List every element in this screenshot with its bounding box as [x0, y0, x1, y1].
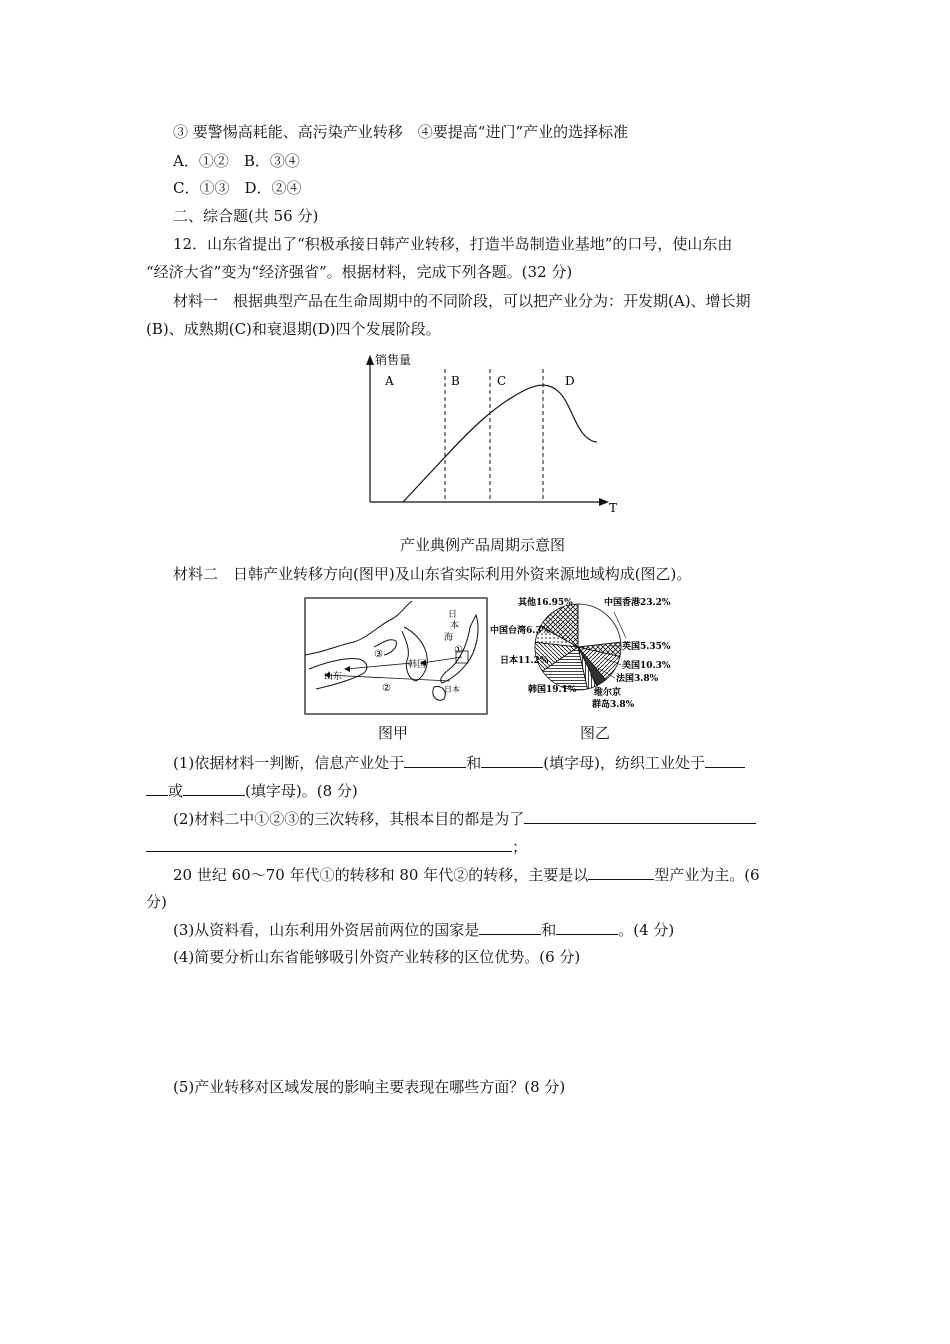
- map-jia: [304, 597, 488, 715]
- sub1-text-b: 和: [466, 754, 482, 772]
- blank-industry-type[interactable]: [588, 865, 654, 880]
- q12-intro-line2: “经济大省”变为“经济强省”。根据材料，完成下列各题。(32 分): [146, 263, 573, 281]
- map-jia-caption: 图甲: [378, 724, 409, 742]
- stage-label-c: C: [497, 374, 507, 388]
- blank-info-1[interactable]: [404, 753, 466, 768]
- sub-question-5: (5)产业转移对区域发展的影响主要表现在哪些方面？(8 分): [173, 1078, 566, 1096]
- sub-question-2-line3: [173, 864, 760, 886]
- map-label-japan-1: 日: [448, 610, 458, 620]
- map-label-route3: ③: [374, 649, 383, 660]
- y-axis-label: 销售量: [375, 353, 412, 367]
- sub-question-4: (4)简要分析山东省能够吸引外资产业转移的区位优势。(6 分): [173, 948, 581, 966]
- stage-label-d: D: [565, 374, 575, 388]
- sub2-text-b: ；: [512, 838, 528, 856]
- pie-label-kr: 韩国19.1%: [528, 685, 577, 695]
- y-axis-arrow: [366, 355, 374, 365]
- blank-textile-1[interactable]: [705, 753, 745, 768]
- material1-line1: 材料一 根据典型产品在生命周期中的不同阶段，可以把产业分为：开发期(A)、增长期: [173, 292, 751, 310]
- lifecycle-chart: [345, 345, 630, 520]
- blank-textile-2[interactable]: [183, 781, 245, 796]
- sub2-text-e: 分): [146, 893, 167, 911]
- sub-question-1-line2: [146, 780, 358, 802]
- pie-chart-yi: [488, 592, 708, 714]
- pie-label-bvi-1: 维尔京: [594, 688, 622, 698]
- pie-label-bvi-2: 群岛3.8%: [592, 700, 635, 710]
- answer-row-1: A．①② B．③④: [173, 152, 300, 170]
- pie-slice-hk: [578, 604, 621, 647]
- answer-area-5[interactable]: [173, 1102, 803, 1252]
- sub2-text-d: 型产业为主。(6: [654, 866, 760, 884]
- pie-label-fr: 法国3.8%: [616, 674, 659, 684]
- map-label-japan-land: 日本: [444, 685, 460, 694]
- sub3-text-b: 和: [541, 921, 557, 939]
- lifecycle-chart-title: 产业典例产品周期示意图: [400, 536, 566, 554]
- blank-country-1[interactable]: [479, 920, 541, 935]
- sub3-text-a: (3)从资料看，山东利用外资居前两位的国家是: [173, 921, 480, 939]
- map-label-route1: ①: [454, 645, 463, 656]
- option-line-34: ③ 要警惕高耗能、高污染产业转移 ④要提高“进门”产业的选择标准: [173, 123, 629, 141]
- map-label-route2: ②: [382, 683, 391, 694]
- sub1-text-d: 或: [168, 782, 184, 800]
- pie-chart-caption: 图乙: [580, 724, 611, 742]
- sub1-text-a: (1)依据材料一判断，信息产业处于: [173, 754, 405, 772]
- sub2-text-a: (2)材料二中①②③的三次转移，其根本目的都是为了: [173, 810, 525, 828]
- pie-label-jp: 日本11.2%: [500, 656, 549, 666]
- blank-country-2[interactable]: [556, 920, 618, 935]
- section-title: 二、综合题(共 56 分): [173, 207, 319, 225]
- stage-label-a: A: [385, 374, 394, 388]
- sub2-text-c: 20 世纪 60～70 年代①的转移和 80 年代②的转移，主要是以: [173, 866, 589, 884]
- sub-question-1-line1: [173, 752, 745, 774]
- sub-question-3-line: [173, 919, 674, 941]
- sub-question-2-line2: [146, 836, 527, 858]
- sub3-text-c: 。(4 分): [618, 921, 675, 939]
- sub1-text-c: (填字母)，纺织工业处于: [543, 754, 705, 772]
- pie-label-other: 其他16.95%: [518, 598, 573, 608]
- sub1-text-e: (填字母)。(8 分): [245, 782, 358, 800]
- sub-question-2-line1: [173, 808, 756, 830]
- blank-purpose-2[interactable]: [146, 837, 512, 852]
- map-label-japan-3: 海: [444, 633, 454, 643]
- pie-label-us: 美国10.3%: [622, 661, 671, 671]
- answer-row-2: C．①③ D．②④: [173, 179, 302, 197]
- pie-label-uk: 英国5.35%: [622, 642, 671, 652]
- material1-line2: (B)、成熟期(C)和衰退期(D)四个发展阶段。: [146, 320, 441, 338]
- map-label-japan-2: 本: [450, 621, 460, 631]
- pie-label-tw: 中国台湾6.3%: [490, 626, 551, 636]
- pie-label-hk: 中国香港23.2%: [604, 598, 671, 608]
- blank-purpose-1[interactable]: [524, 809, 756, 824]
- x-axis-label: T: [609, 501, 618, 515]
- lifecycle-curve: [403, 385, 597, 502]
- q12-intro-line1: 12．山东省提出了“积极承接日韩产业转移，打造半岛制造业基地”的口号，使山东由: [173, 235, 733, 253]
- answer-area-4[interactable]: [173, 972, 803, 1072]
- blank-info-2[interactable]: [481, 753, 543, 768]
- map-label-shandong: 山东: [324, 672, 343, 682]
- stage-label-b: B: [451, 374, 460, 388]
- map-label-korea: 韩国: [408, 660, 427, 670]
- x-axis-arrow: [599, 498, 609, 506]
- blank-textile-1-cont[interactable]: [146, 781, 168, 796]
- material2-line: 材料二 日韩产业转移方向(图甲)及山东省实际利用外资来源地域构成(图乙)。: [173, 565, 692, 583]
